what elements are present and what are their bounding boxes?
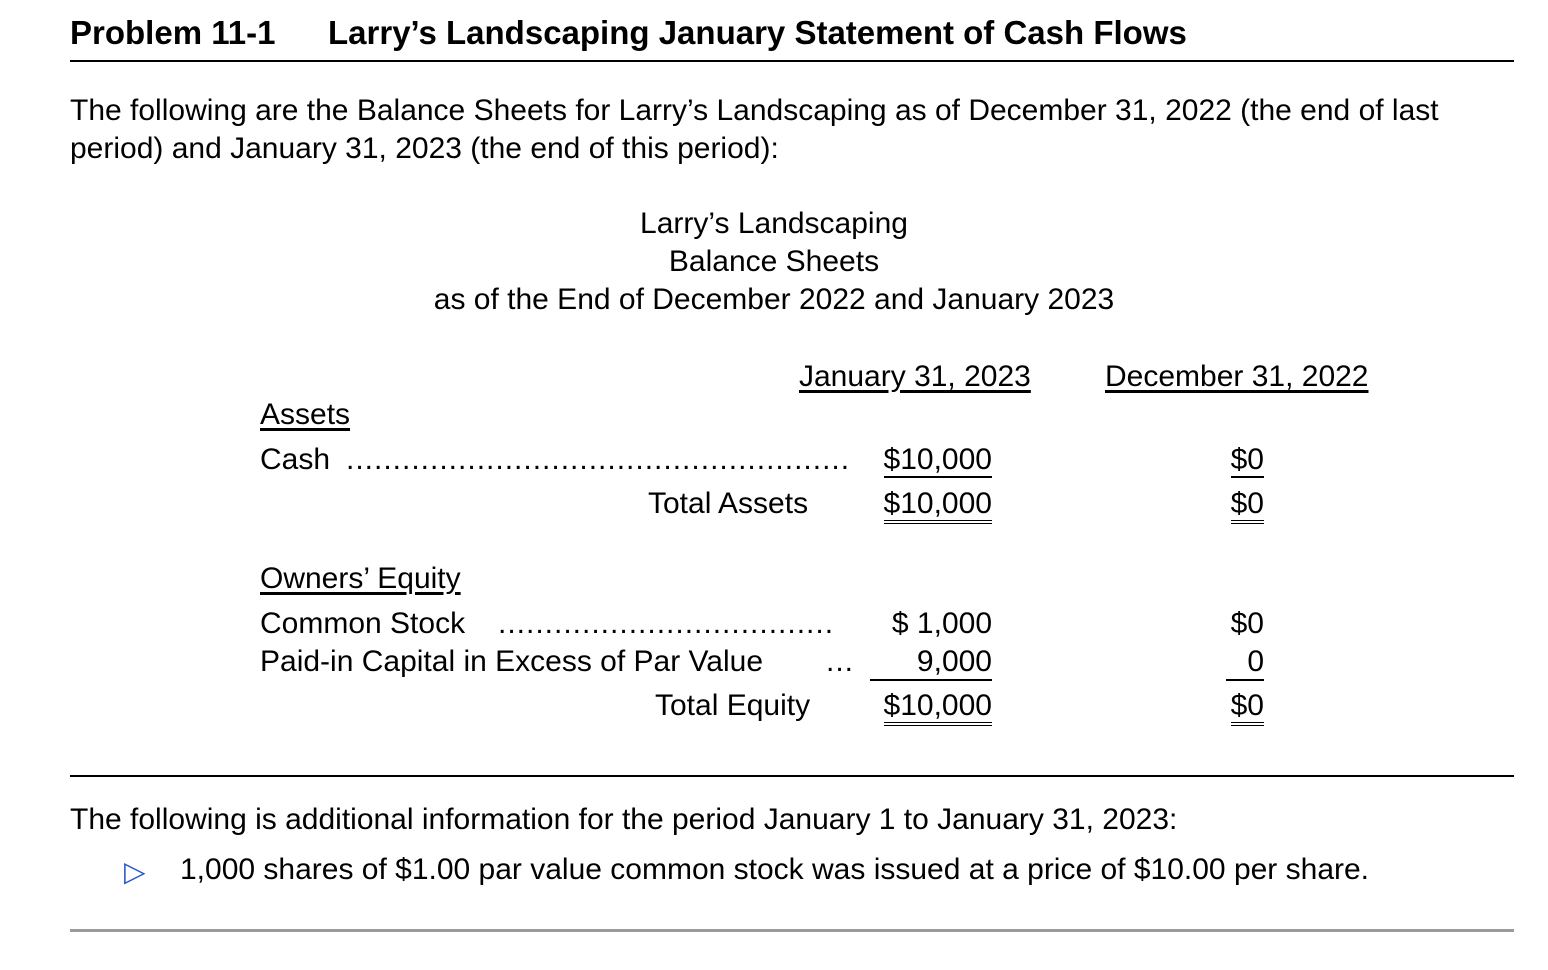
- common-stock-leader-dots: ....................................: [498, 607, 835, 640]
- problem-number: Problem 11-1: [70, 14, 276, 51]
- additional-info-item: 1,000 shares of $1.00 par value common stock was issued at a price of $10.00 per share.: [180, 853, 1370, 886]
- total-assets-label: Total Assets: [648, 487, 809, 520]
- paid-in-capital-january-value: 9,000: [860, 645, 992, 681]
- total-equity-december-value: $0: [1180, 689, 1264, 723]
- cash-leader-dots: ......................................................: [346, 443, 851, 476]
- paid-in-capital-leader-dots: ...: [826, 645, 855, 678]
- statement-company: Larry’s Landscaping: [640, 207, 908, 240]
- common-stock-label: Common Stock: [260, 607, 466, 640]
- common-stock-december-value: $0: [1230, 607, 1264, 640]
- problem-title: [70, 14, 1187, 52]
- paid-in-capital-december-value: 0: [1180, 645, 1264, 681]
- total-equity-label: Total Equity: [655, 689, 811, 722]
- cash-label: Cash: [260, 443, 331, 476]
- triangle-bullet-icon: ▷: [124, 856, 146, 887]
- column-header-january: January 31, 2023: [799, 360, 1031, 393]
- paid-in-capital-label: Paid-in Capital in Excess of Par Value: [260, 645, 764, 678]
- total-equity-january-value: $10,000: [860, 689, 992, 723]
- cash-january-value: $10,000: [883, 443, 992, 476]
- total-assets-december-value: $0: [1180, 487, 1264, 521]
- additional-info-intro: The following is additional information for the period January 1 to January 31, 2023:: [70, 803, 1178, 836]
- assets-heading: Assets: [260, 398, 351, 431]
- cash-december-value: $0: [1230, 443, 1264, 476]
- intro-paragraph: The following are the Balance Sheets for Larry’s Landscaping as of December 31, 2022 (the end of last period) and January 31, 2023 (the end of this period):: [70, 94, 1439, 165]
- title-rule: [70, 60, 1514, 62]
- section-divider: [70, 775, 1514, 777]
- total-assets-january-value: $10,000: [860, 487, 992, 521]
- problem-title-text: Larry’s Landscaping January Statement of Cash Flows: [328, 14, 1187, 51]
- column-header-december: December 31, 2022: [1105, 360, 1369, 393]
- statement-period: as of the End of December 2022 and January 2023: [433, 283, 1115, 316]
- statement-name: Balance Sheets: [668, 245, 880, 278]
- equity-heading: Owners’ Equity: [260, 562, 461, 595]
- common-stock-january-value: $ 1,000: [891, 607, 992, 640]
- bottom-rule: [70, 929, 1514, 932]
